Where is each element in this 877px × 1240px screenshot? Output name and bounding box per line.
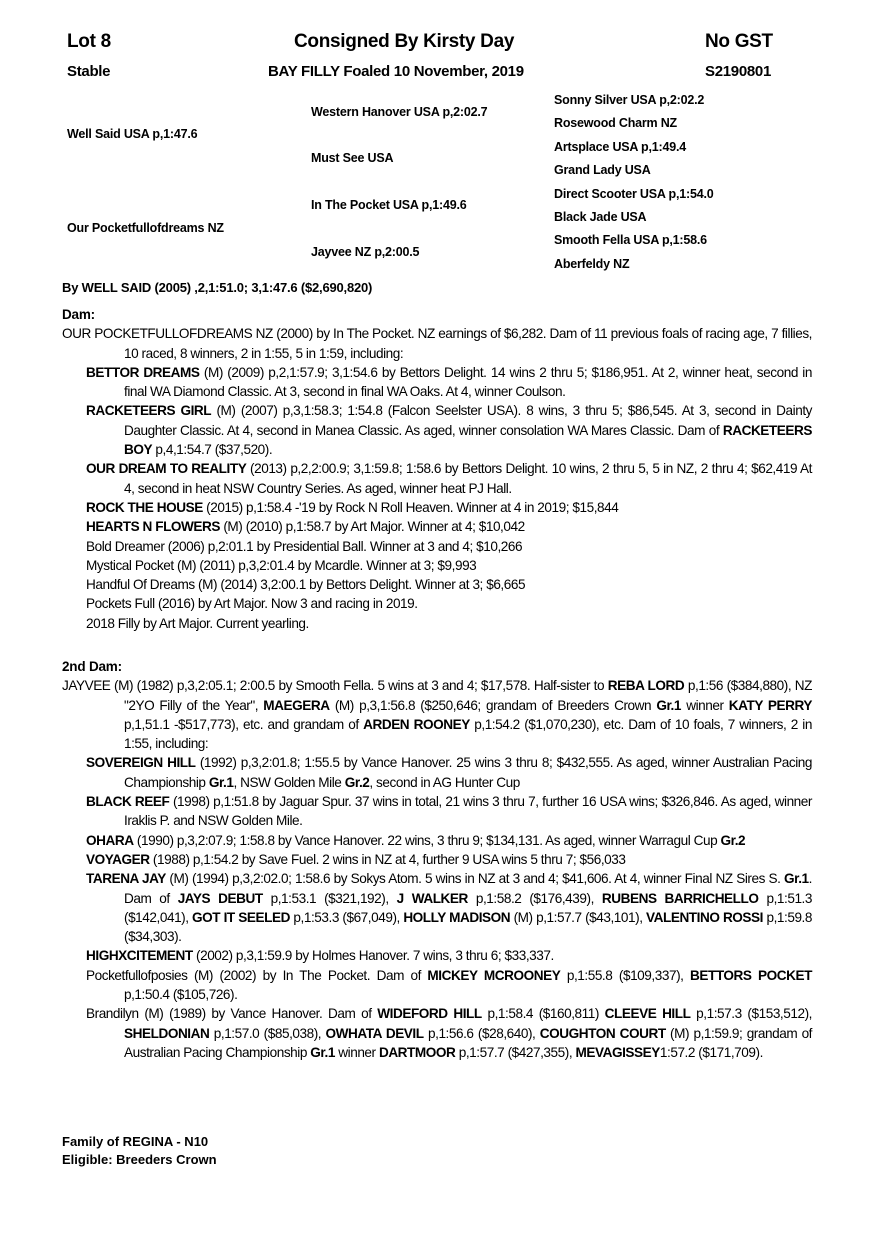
pedigree-dam-dam: Jayvee NZ p,2:00.5 bbox=[311, 245, 420, 259]
horse-name-bold: VALENTINO ROSSI bbox=[646, 909, 763, 925]
horse-name-bold: COUGHTON COURT bbox=[539, 1025, 666, 1041]
entry-text: p,1:58.4 ($160,811) bbox=[481, 1006, 605, 1022]
horse-name-bold: ROCK THE HOUSE bbox=[86, 499, 203, 515]
entry-text: (M) p,1:57.7 ($43,101), bbox=[510, 909, 646, 925]
progeny-entry bbox=[62, 575, 812, 594]
horse-name-bold: BLACK REEF bbox=[86, 794, 170, 810]
progeny-entry bbox=[62, 594, 812, 613]
entry-text: (2015) p,1:58.4 -'19 by Rock N Roll Heaven. Winner at 4 in 2019; $15,844 bbox=[202, 499, 619, 515]
pedigree-gen3: Direct Scooter USA p,1:54.0 bbox=[554, 187, 714, 201]
lot-number: Lot 8 bbox=[67, 31, 111, 52]
entry-text: (M) (1994) p,3,2:02.0; 1:58.6 by Sokys Atom. 5 wins in NZ at 3 and 4; $41,606. At 4, winner Final NZ Sires S. bbox=[165, 871, 784, 887]
horse-name-bold: SOVEREIGN HILL bbox=[86, 755, 196, 771]
horse-name-bold: OHARA bbox=[86, 832, 134, 848]
horse-name-bold: SHELDONIAN bbox=[124, 1025, 210, 1041]
entry-text: p,1:57.0 ($85,038), bbox=[209, 1025, 326, 1041]
location: Stable bbox=[67, 63, 111, 80]
entry-text: , NSW Golden Mile bbox=[233, 774, 345, 790]
horse-name-bold: REBA LORD bbox=[607, 678, 685, 694]
entry-text: Bold Dreamer (2006) p,2:01.1 by Presidential Ball. Winner at 3 and 4; $10,266 bbox=[86, 538, 523, 554]
horse-name-bold: KATY PERRY bbox=[728, 697, 813, 713]
horse-name-bold: RACKETEERS GIRL bbox=[86, 403, 212, 419]
progeny-entry bbox=[62, 831, 812, 850]
lot-code: S2190801 bbox=[705, 63, 772, 80]
horse-name-bold: J WALKER bbox=[396, 890, 468, 906]
pedigree-gen3: Smooth Fella USA p,1:58.6 bbox=[554, 233, 707, 247]
entry-text: p,1:55.8 ($109,337), bbox=[560, 967, 690, 983]
entry-text: p,1:54.2 ($1,070,230), etc. Dam of 10 foals, 7 winners, 2 in 1:55, including: bbox=[124, 716, 812, 752]
progeny-entry bbox=[62, 869, 812, 946]
entry-text: p,1,51.1 -$517,773), etc. and grandam of bbox=[124, 716, 364, 732]
progeny-entry bbox=[62, 614, 812, 633]
horse-name-bold: CLEEVE HILL bbox=[604, 1006, 691, 1022]
horse-name-bold: MEVAGISSEY bbox=[575, 1044, 660, 1060]
horse-name-bold: Gr.1 bbox=[310, 1044, 335, 1060]
horse-name-bold: BETTOR DREAMS bbox=[86, 364, 200, 380]
pedigree-gen3: Rosewood Charm NZ bbox=[554, 116, 677, 130]
horse-name-bold: MICKEY MCROONEY bbox=[427, 967, 561, 983]
horse-description: BAY FILLY Foaled 10 November, 2019 bbox=[268, 63, 524, 80]
pedigree-sire-sire: Western Hanover USA p,2:02.7 bbox=[311, 105, 488, 119]
horse-name-bold: OWHATA DEVIL bbox=[325, 1025, 424, 1041]
progeny-entry bbox=[62, 753, 812, 792]
dam-intro: OUR POCKETFULLOFDREAMS NZ (2000) by In The Pocket. NZ earnings of $6,282. Dam of 11 previous foals of racing age, 7 fillies, 10 raced, 8 winners, 2 in 1:55, 5 in 1:59, including: bbox=[62, 326, 812, 361]
horse-name-bold: HIGHXCITEMENT bbox=[86, 948, 193, 964]
dam-progeny-list bbox=[62, 363, 812, 633]
progeny-entry bbox=[62, 966, 812, 1005]
horse-name-bold: OUR DREAM TO REALITY bbox=[86, 461, 247, 477]
horse-name-bold: JAYS DEBUT bbox=[177, 890, 263, 906]
pedigree-gen3: Sonny Silver USA p,2:02.2 bbox=[554, 93, 705, 107]
horse-name-bold: VOYAGER bbox=[86, 851, 150, 867]
pedigree-gen3: Aberfeldy NZ bbox=[554, 257, 630, 271]
entry-text: p,1:59.8 ($34,303). bbox=[124, 909, 812, 945]
entry-text: Brandilyn (M) (1989) by Vance Hanover. Dam of bbox=[86, 1006, 378, 1022]
progeny-entry bbox=[62, 401, 812, 459]
horse-name-bold: Gr.2 bbox=[720, 832, 746, 848]
entry-text: p,1:53.3 ($67,049), bbox=[289, 909, 404, 925]
entry-text: (2002) p,3,1:59.9 by Holmes Hanover. 7 wins, 3 thru 6; $33,337. bbox=[192, 948, 554, 964]
entry-text: (1992) p,3,2:01.8; 1:55.5 by Vance Hanover. 25 wins 3 thru 8; $432,555. As aged, winner Australian Pacing Championship bbox=[124, 755, 812, 790]
dam-section bbox=[62, 305, 812, 633]
entry-text: p,1:53.1 ($321,192), bbox=[262, 890, 397, 906]
entry-text: (M) (2007) p,3,1:58.3; 1:54.8 (Falcon Seelster USA). 8 wins, 3 thru 5; $86,545. At 3, second in Dainty Daughter Classic. At 4, second in Manea Classic. As aged, winner consolation WA Mares Classic. Dam of bbox=[124, 403, 813, 438]
entry-text: (M) (2010) p,1:58.7 by Art Major. Winner at 4; $10,042 bbox=[220, 519, 525, 535]
second-dam-section bbox=[62, 657, 812, 1062]
family-line: Family of REGINA - N10 bbox=[62, 1134, 209, 1149]
entry-text: p,1:51.3 ($142,041), bbox=[124, 890, 812, 925]
dam-section-title: Dam: bbox=[62, 307, 95, 322]
entry-text: (M) (2009) p,2,1:57.9; 3,1:54.6 by Bettors Delight. 14 wins 2 thru 5; $186,951. At 2, winner heat, second in final WA Diamond Classic. At 3, second in final WA Oaks. At 4, winner Coulson. bbox=[124, 364, 812, 400]
entry-text: winner bbox=[681, 697, 729, 713]
horse-name-bold: RUBENS BARRICHELLO bbox=[601, 890, 759, 906]
entry-text: (2013) p,2,2:00.9; 3,1:59.8; 1:58.6 by Bettors Delight. 10 wins, 2 thru 5, 5 in NZ, 2 thru 4; $62,419 At 4, second in heat NSW Country Series. As aged, winner heat PJ Hall. bbox=[124, 461, 812, 496]
entry-text: (1990) p,3,2:07.9; 1:58.8 by Vance Hanover. 22 wins, 3 thru 9; $134,131. As aged, winner Warragul Cup bbox=[133, 832, 721, 848]
entry-text: (M) p,3,1:56.8 ($250,646; grandam of Breeders Crown bbox=[329, 697, 657, 713]
pedigree-gen3: Grand Lady USA bbox=[554, 163, 651, 177]
progeny-entry bbox=[62, 946, 812, 965]
horse-name-bold: GOT IT SEELED bbox=[192, 909, 290, 925]
entry-text: p,1:56 ($384,880), NZ "2YO Filly of the Year", bbox=[124, 678, 813, 713]
entry-text: p,1:57.7 ($427,355), bbox=[455, 1044, 576, 1060]
entry-text: p,4,1:54.7 ($37,520). bbox=[152, 442, 273, 458]
second-dam-progeny-list bbox=[62, 753, 812, 1062]
entry-text: 2018 Filly by Art Major. Current yearling. bbox=[86, 615, 309, 631]
horse-name-bold: WIDEFORD HILL bbox=[377, 1006, 482, 1022]
entry-text: JAYVEE (M) (1982) p,3,2:05.1; 2:00.5 by Smooth Fella. 5 wins at 3 and 4; $17,578. Half-sister to bbox=[62, 678, 608, 694]
entry-text: (1998) p,1:51.8 by Jaguar Spur. 37 wins in total, 21 wins 3 thru 7, further 16 USA wins; $326,846. As aged, winner Iraklis P. and NSW Golden Mile. bbox=[124, 794, 812, 829]
progeny-entry bbox=[62, 792, 812, 831]
pedigree-gen3: Black Jade USA bbox=[554, 210, 647, 224]
horse-name-bold: ARDEN ROONEY bbox=[363, 716, 470, 732]
entry-text: , second in AG Hunter Cup bbox=[369, 774, 520, 790]
horse-name-bold: MAEGERA bbox=[263, 697, 330, 713]
pedigree-sire-dam: Must See USA bbox=[311, 151, 394, 165]
progeny-entry bbox=[62, 537, 812, 556]
entry-text: p,1:56.6 ($28,640), bbox=[423, 1025, 540, 1041]
horse-name-bold: HEARTS N FLOWERS bbox=[86, 519, 221, 535]
entry-text: p,1:58.2 ($176,439), bbox=[467, 890, 602, 906]
second-dam-intro bbox=[62, 676, 812, 753]
entry-text: winner bbox=[334, 1044, 379, 1060]
second-dam-section-title: 2nd Dam: bbox=[62, 659, 122, 674]
horse-name-bold: Gr.1 bbox=[784, 871, 809, 887]
entry-text: (M) p,1:59.9; grandam of Australian Pacing Championship bbox=[124, 1025, 813, 1060]
entry-text: Handful Of Dreams (M) (2014) 3,2:00.1 by Bettors Delight. Winner at 3; $6,665 bbox=[86, 577, 526, 593]
progeny-entry bbox=[62, 498, 812, 517]
entry-text: . Dam of bbox=[124, 871, 812, 906]
pedigree-dam: Our Pocketfullofdreams NZ bbox=[67, 221, 224, 235]
entry-text: (1988) p,1:54.2 by Save Fuel. 2 wins in NZ at 4, further 9 USA wins 5 thru 7; $56,033 bbox=[149, 851, 626, 867]
progeny-entry bbox=[62, 459, 812, 498]
entry-text: p,1:50.4 ($105,726). bbox=[124, 987, 238, 1003]
eligibility-line: Eligible: Breeders Crown bbox=[62, 1152, 217, 1167]
pedigree-dam-sire: In The Pocket USA p,1:49.6 bbox=[311, 198, 467, 212]
progeny-entry bbox=[62, 1004, 812, 1062]
progeny-entry bbox=[62, 556, 812, 575]
sire-summary: By WELL SAID (2005) ,2,1:51.0; 3,1:47.6 ($2,690,820) bbox=[62, 280, 373, 295]
gst-status: No GST bbox=[705, 31, 773, 52]
horse-name-bold: DARTMOOR bbox=[378, 1044, 456, 1060]
horse-name-bold: TARENA JAY bbox=[86, 871, 166, 887]
horse-name-bold: HOLLY MADISON bbox=[403, 909, 511, 925]
entry-text: 1:57.2 ($171,709). bbox=[659, 1044, 763, 1060]
pedigree-gen3: Artsplace USA p,1:49.4 bbox=[554, 140, 686, 154]
pedigree-sire: Well Said USA p,1:47.6 bbox=[67, 127, 198, 141]
horse-name-bold: RACKETEERS BOY bbox=[124, 422, 812, 458]
entry-text: Pocketfullofposies (M) (2002) by In The Pocket. Dam of bbox=[86, 967, 428, 983]
entry-text: Pockets Full (2016) by Art Major. Now 3 and racing in 2019. bbox=[86, 596, 418, 612]
progeny-entry bbox=[62, 850, 812, 869]
progeny-entry bbox=[62, 363, 812, 402]
progeny-entry bbox=[62, 517, 812, 536]
entry-text: p,1:57.3 ($153,512), bbox=[690, 1006, 812, 1022]
horse-name-bold: BETTORS POCKET bbox=[689, 967, 812, 983]
horse-name-bold: Gr.2 bbox=[344, 774, 370, 790]
consignor: Consigned By Kirsty Day bbox=[294, 31, 515, 52]
horse-name-bold: Gr.1 bbox=[656, 697, 681, 713]
horse-name-bold: Gr.1 bbox=[208, 774, 234, 790]
entry-text: Mystical Pocket (M) (2011) p,3,2:01.4 by Mcardle. Winner at 3; $9,993 bbox=[86, 557, 477, 573]
